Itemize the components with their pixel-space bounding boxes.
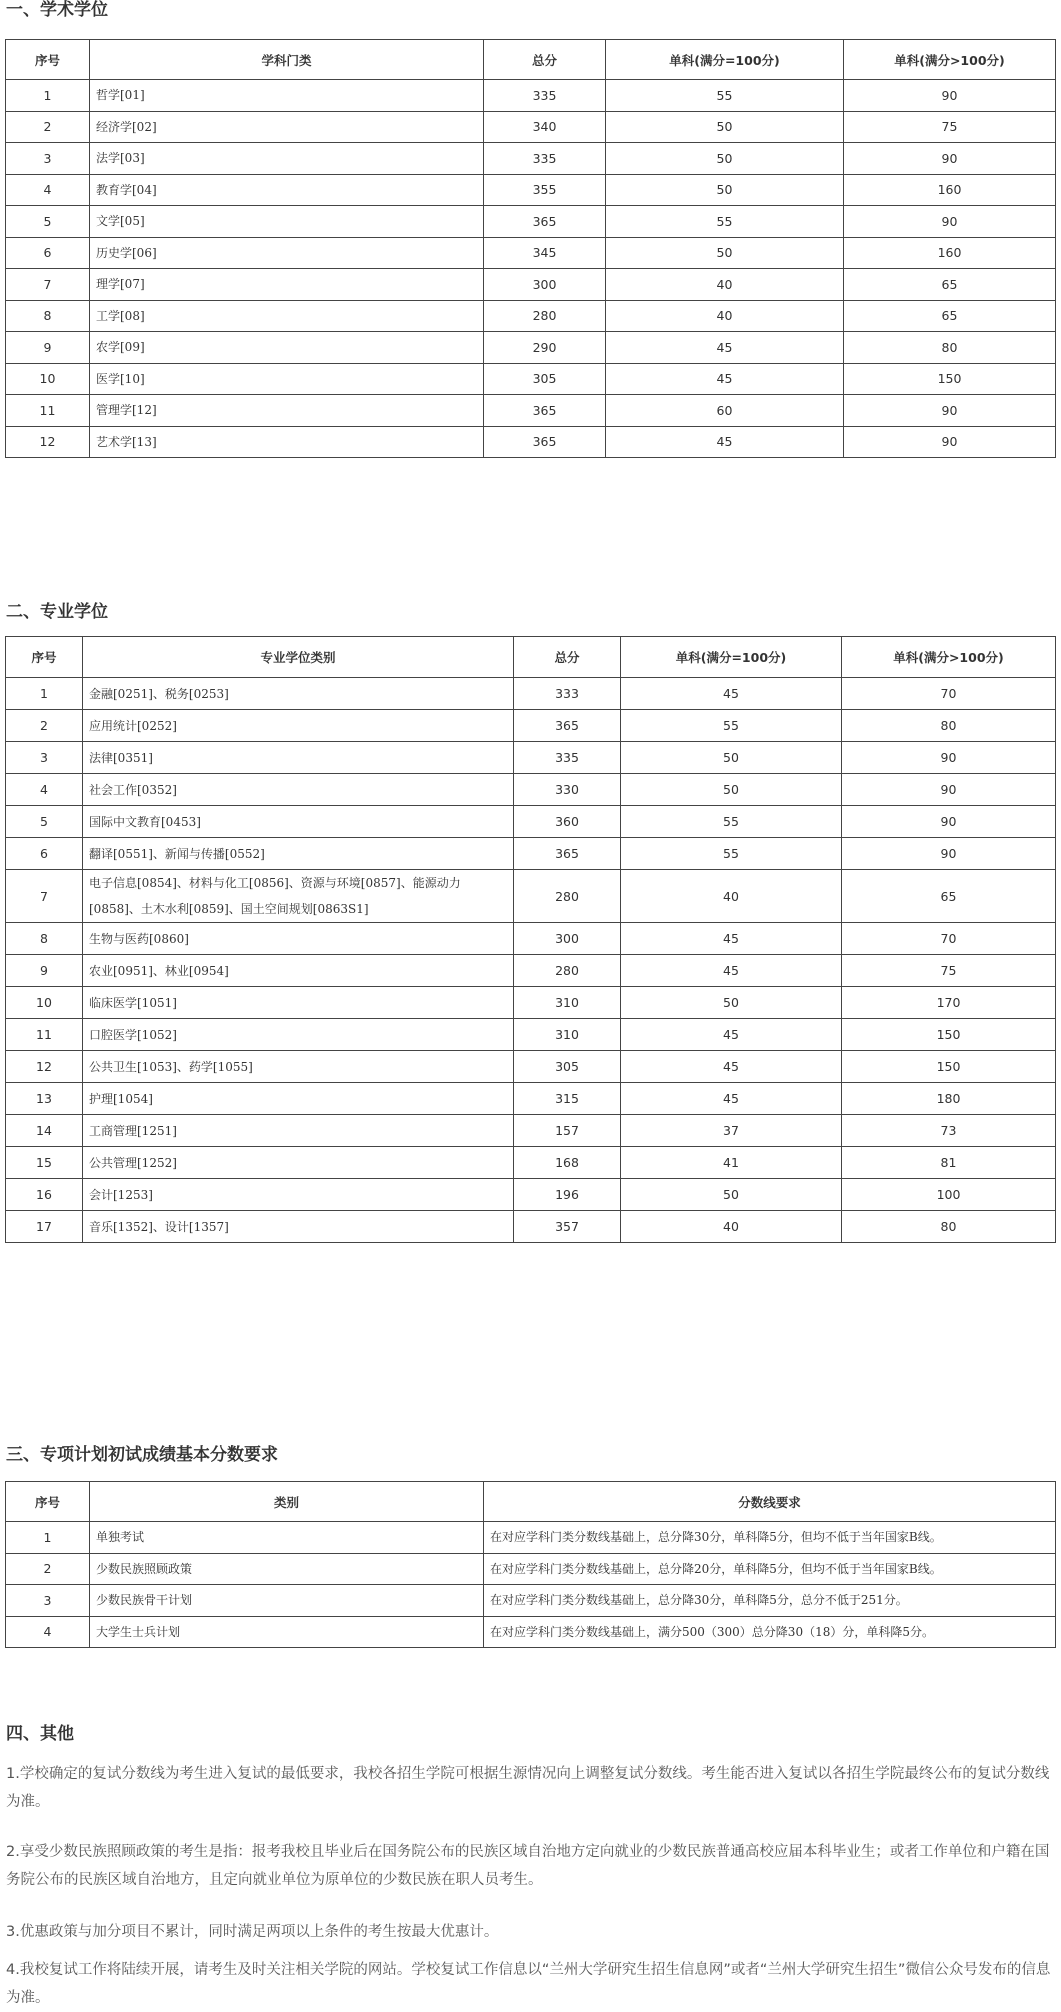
table-cell: 管理学[12]: [90, 395, 484, 427]
table-cell: 196: [514, 1179, 621, 1211]
column-header: 总分: [484, 40, 606, 80]
table-cell: 应用统计[0252]: [83, 710, 514, 742]
table-cell: 70: [842, 923, 1056, 955]
special-plans-table: [5, 1481, 1056, 1648]
table-cell: 90: [844, 206, 1056, 238]
table-cell: 55: [621, 838, 842, 870]
table-cell: 工学[08]: [90, 300, 484, 332]
table-row: [6, 143, 1056, 175]
table-cell: 340: [484, 111, 606, 143]
column-header: 序号: [6, 637, 83, 678]
table-cell: 7: [6, 870, 83, 923]
table-cell: 40: [621, 1211, 842, 1243]
table-row: [6, 774, 1056, 806]
table-cell: 农业[0951]、林业[0954]: [83, 955, 514, 987]
table-cell: 少数民族照顾政策: [90, 1553, 484, 1585]
table-cell: 75: [842, 955, 1056, 987]
column-header: 分数线要求: [484, 1482, 1056, 1522]
table-cell: 14: [6, 1115, 83, 1147]
table-cell: 45: [621, 1083, 842, 1115]
table-row: [6, 838, 1056, 870]
table-cell: 4: [6, 174, 90, 206]
table-cell: 公共卫生[1053]、药学[1055]: [83, 1051, 514, 1083]
table-cell: 41: [621, 1147, 842, 1179]
table-cell: 55: [621, 710, 842, 742]
table-cell: 90: [844, 426, 1056, 458]
table-cell: 355: [484, 174, 606, 206]
table-row: [6, 1585, 1056, 1617]
table-cell: 9: [6, 332, 90, 364]
table-cell: 55: [606, 80, 844, 112]
table-cell: 10: [6, 363, 90, 395]
table-cell: 临床医学[1051]: [83, 987, 514, 1019]
table-cell: 45: [621, 1019, 842, 1051]
table-cell: 80: [842, 1211, 1056, 1243]
table-cell: 365: [484, 206, 606, 238]
table-row: [6, 300, 1056, 332]
table-header-row: [6, 40, 1056, 80]
table-cell: 300: [514, 923, 621, 955]
table-cell: 90: [842, 806, 1056, 838]
table-cell: 45: [621, 923, 842, 955]
table-row: [6, 1616, 1056, 1648]
table-cell: 15: [6, 1147, 83, 1179]
table-cell: 335: [514, 742, 621, 774]
table-cell: 90: [844, 395, 1056, 427]
table-cell: 电子信息[0854]、材料与化工[0856]、资源与环境[0857]、能源动力[0858]、土木水利[0859]、国土空间规划[0863S1]: [83, 870, 514, 923]
table-row: [6, 742, 1056, 774]
table-cell: 280: [514, 870, 621, 923]
table-cell: 12: [6, 1051, 83, 1083]
table-cell: 157: [514, 1115, 621, 1147]
column-header: 序号: [6, 1482, 90, 1522]
column-header: 单科(满分>100分): [842, 637, 1056, 678]
table-cell: 81: [842, 1147, 1056, 1179]
table-row: [6, 955, 1056, 987]
table-cell: 90: [842, 838, 1056, 870]
column-header: 总分: [514, 637, 621, 678]
table-header-row: [6, 1482, 1056, 1522]
table-cell: 文学[05]: [90, 206, 484, 238]
table-cell: 90: [844, 80, 1056, 112]
table-cell: 150: [844, 363, 1056, 395]
table-cell: 160: [844, 174, 1056, 206]
table-cell: 50: [606, 143, 844, 175]
table-cell: 65: [844, 300, 1056, 332]
table-cell: 168: [514, 1147, 621, 1179]
table-cell: 365: [484, 395, 606, 427]
table-cell: 在对应学科门类分数线基础上，总分降20分，单科降5分，但均不低于当年国家B线。: [484, 1553, 1056, 1585]
professional-degree-table: [5, 636, 1056, 1243]
table-row: [6, 426, 1056, 458]
note-item: 1.学校确定的复试分数线为考生进入复试的最低要求，我校各招生学院可根据生源情况向上调整复试分数线。考生能否进入复试以各招生学院最终公布的复试分数线为准。: [6, 1766, 1050, 1810]
table-cell: 社会工作[0352]: [83, 774, 514, 806]
table-cell: 1: [6, 80, 90, 112]
table-cell: 290: [484, 332, 606, 364]
table-cell: 45: [621, 1051, 842, 1083]
column-header: 单科(满分=100分): [606, 40, 844, 80]
table-cell: 2: [6, 1553, 90, 1585]
table-cell: 在对应学科门类分数线基础上，总分降30分，单科降5分，总分不低于251分。: [484, 1585, 1056, 1617]
table-cell: 305: [484, 363, 606, 395]
table-cell: 280: [514, 955, 621, 987]
table-cell: 180: [842, 1083, 1056, 1115]
table-cell: 330: [514, 774, 621, 806]
table-cell: 90: [842, 774, 1056, 806]
table-cell: 艺术学[13]: [90, 426, 484, 458]
table-cell: 60: [606, 395, 844, 427]
table-cell: 经济学[02]: [90, 111, 484, 143]
table-cell: 310: [514, 1019, 621, 1051]
table-cell: 333: [514, 678, 621, 710]
table-cell: 80: [844, 332, 1056, 364]
table-cell: 50: [621, 1179, 842, 1211]
table-cell: 10: [6, 987, 83, 1019]
table-cell: 40: [606, 269, 844, 301]
table-cell: 50: [621, 742, 842, 774]
table-cell: 2: [6, 111, 90, 143]
table-cell: 1: [6, 1522, 90, 1554]
table-cell: 45: [606, 363, 844, 395]
table-row: [6, 111, 1056, 143]
table-cell: 45: [621, 955, 842, 987]
section-heading-other: 四、其他: [6, 1724, 74, 1744]
note-item: 4.我校复试工作将陆续开展，请考生及时关注相关学院的网站。学校复试工作信息以“兰州大学研究生招生信息网”或者“兰州大学研究生招生”微信公众号发布的信息为准。: [6, 1962, 1051, 2006]
table-row: [6, 80, 1056, 112]
table-cell: 13: [6, 1083, 83, 1115]
table-cell: 40: [606, 300, 844, 332]
table-row: [6, 678, 1056, 710]
table-cell: 37: [621, 1115, 842, 1147]
table-cell: 360: [514, 806, 621, 838]
table-cell: 口腔医学[1052]: [83, 1019, 514, 1051]
note-item: 3.优惠政策与加分项目不累计，同时满足两项以上条件的考生按最大优惠计。: [6, 1924, 499, 1940]
table-row: [6, 806, 1056, 838]
note-item: 2.享受少数民族照顾政策的考生是指：报考我校且毕业后在国务院公布的民族区域自治地方定向就业的少数民族普通高校应届本科毕业生；或者工作单位和户籍在国务院公布的民族区域自治地方，且定向就业单位为原单位的少数民族在职人员考生。: [6, 1844, 1050, 1888]
table-cell: 305: [514, 1051, 621, 1083]
table-cell: 65: [842, 870, 1056, 923]
table-cell: 335: [484, 80, 606, 112]
table-cell: 3: [6, 1585, 90, 1617]
table-cell: 国际中文教育[0453]: [83, 806, 514, 838]
table-cell: 金融[0251]、税务[0253]: [83, 678, 514, 710]
column-header: 序号: [6, 40, 90, 80]
table-cell: 75: [844, 111, 1056, 143]
table-cell: 教育学[04]: [90, 174, 484, 206]
table-cell: 45: [606, 332, 844, 364]
table-row: [6, 332, 1056, 364]
table-cell: 6: [6, 838, 83, 870]
table-cell: 55: [621, 806, 842, 838]
table-row: [6, 1051, 1056, 1083]
column-header: 学科门类: [90, 40, 484, 80]
table-row: [6, 174, 1056, 206]
academic-degree-table: [5, 39, 1056, 458]
column-header: 专业学位类别: [83, 637, 514, 678]
table-row: [6, 1147, 1056, 1179]
table-cell: 4: [6, 1616, 90, 1648]
table-cell: 335: [484, 143, 606, 175]
table-cell: 少数民族骨干计划: [90, 1585, 484, 1617]
table-cell: 345: [484, 237, 606, 269]
table-cell: 160: [844, 237, 1056, 269]
table-cell: 73: [842, 1115, 1056, 1147]
table-cell: 11: [6, 395, 90, 427]
table-row: [6, 1179, 1056, 1211]
table-cell: 50: [606, 237, 844, 269]
table-cell: 法学[03]: [90, 143, 484, 175]
section-heading-academic: 一、学术学位: [6, 0, 108, 20]
table-row: [6, 269, 1056, 301]
table-cell: 40: [621, 870, 842, 923]
table-row: [6, 1083, 1056, 1115]
table-row: [6, 1115, 1056, 1147]
table-cell: 45: [606, 426, 844, 458]
table-cell: 单独考试: [90, 1522, 484, 1554]
table-cell: 90: [844, 143, 1056, 175]
table-cell: 2: [6, 710, 83, 742]
table-cell: 5: [6, 806, 83, 838]
table-cell: 300: [484, 269, 606, 301]
table-cell: 280: [484, 300, 606, 332]
column-header: 类别: [90, 1482, 484, 1522]
table-cell: 3: [6, 742, 83, 774]
table-cell: 在对应学科门类分数线基础上，总分降30分，单科降5分，但均不低于当年国家B线。: [484, 1522, 1056, 1554]
column-header: 单科(满分=100分): [621, 637, 842, 678]
table-cell: 150: [842, 1051, 1056, 1083]
table-cell: 55: [606, 206, 844, 238]
table-cell: 50: [606, 111, 844, 143]
table-cell: 护理[1054]: [83, 1083, 514, 1115]
table-row: [6, 395, 1056, 427]
table-cell: 90: [842, 742, 1056, 774]
table-cell: 357: [514, 1211, 621, 1243]
table-cell: 农学[09]: [90, 332, 484, 364]
table-cell: 3: [6, 143, 90, 175]
section-heading-professional: 二、专业学位: [6, 602, 108, 622]
table-cell: 365: [514, 838, 621, 870]
table-row: [6, 237, 1056, 269]
table-cell: 45: [621, 678, 842, 710]
table-cell: 50: [621, 774, 842, 806]
table-cell: 工商管理[1251]: [83, 1115, 514, 1147]
table-cell: 哲学[01]: [90, 80, 484, 112]
table-cell: 1: [6, 678, 83, 710]
table-cell: 50: [621, 987, 842, 1019]
table-cell: 80: [842, 710, 1056, 742]
table-cell: 11: [6, 1019, 83, 1051]
table-cell: 315: [514, 1083, 621, 1115]
table-row: [6, 1211, 1056, 1243]
table-row: [6, 923, 1056, 955]
table-row: [6, 1553, 1056, 1585]
table-cell: 5: [6, 206, 90, 238]
table-row: [6, 1522, 1056, 1554]
table-cell: 音乐[1352]、设计[1357]: [83, 1211, 514, 1243]
table-row: [6, 870, 1056, 923]
table-cell: 4: [6, 774, 83, 806]
table-cell: 公共管理[1252]: [83, 1147, 514, 1179]
table-cell: 9: [6, 955, 83, 987]
table-cell: 6: [6, 237, 90, 269]
table-cell: 365: [484, 426, 606, 458]
table-row: [6, 1019, 1056, 1051]
table-cell: 会计[1253]: [83, 1179, 514, 1211]
table-cell: 70: [842, 678, 1056, 710]
table-cell: 生物与医药[0860]: [83, 923, 514, 955]
table-cell: 100: [842, 1179, 1056, 1211]
table-row: [6, 987, 1056, 1019]
table-cell: 7: [6, 269, 90, 301]
table-cell: 法律[0351]: [83, 742, 514, 774]
table-cell: 8: [6, 923, 83, 955]
table-row: [6, 206, 1056, 238]
table-cell: 150: [842, 1019, 1056, 1051]
table-cell: 16: [6, 1179, 83, 1211]
table-row: [6, 363, 1056, 395]
table-header-row: [6, 637, 1056, 678]
table-cell: 大学生士兵计划: [90, 1616, 484, 1648]
table-cell: 50: [606, 174, 844, 206]
column-header: 单科(满分>100分): [844, 40, 1056, 80]
table-cell: 在对应学科门类分数线基础上，满分500（300）总分降30（18）分，单科降5分。: [484, 1616, 1056, 1648]
table-cell: 8: [6, 300, 90, 332]
table-cell: 历史学[06]: [90, 237, 484, 269]
table-cell: 17: [6, 1211, 83, 1243]
table-row: [6, 710, 1056, 742]
table-cell: 翻译[0551]、新闻与传播[0552]: [83, 838, 514, 870]
table-cell: 65: [844, 269, 1056, 301]
table-cell: 365: [514, 710, 621, 742]
section-heading-special-plans: 三、专项计划初试成绩基本分数要求: [6, 1445, 278, 1465]
table-cell: 理学[07]: [90, 269, 484, 301]
table-cell: 医学[10]: [90, 363, 484, 395]
table-cell: 310: [514, 987, 621, 1019]
table-cell: 12: [6, 426, 90, 458]
table-cell: 170: [842, 987, 1056, 1019]
